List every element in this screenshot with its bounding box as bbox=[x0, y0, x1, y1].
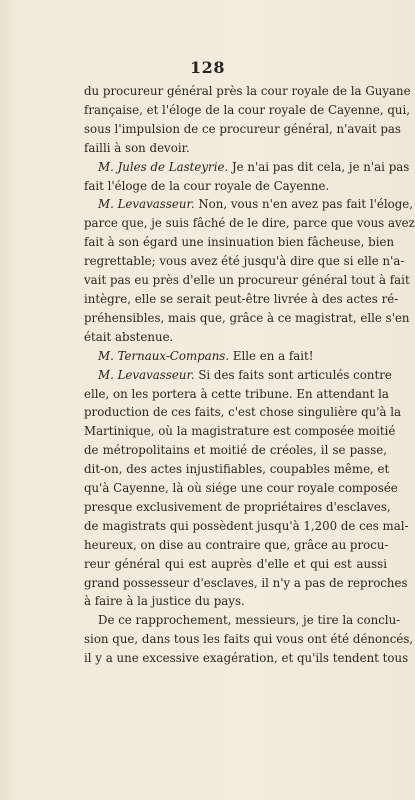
line-text: fait l'éloge de la cour royale de Cayenne. bbox=[84, 178, 330, 193]
page-number: 128 bbox=[190, 58, 225, 77]
text-line bbox=[84, 460, 390, 479]
line-text: regrettable; vous avez été jusqu'à dire que si elle n'a- bbox=[84, 254, 405, 269]
line-text: failli à son devoir. bbox=[84, 140, 190, 155]
line-text: Non, vous n'en avez pas fait l'éloge, bbox=[194, 197, 414, 212]
text-line bbox=[84, 177, 387, 196]
text-line bbox=[84, 555, 387, 574]
speaker-name: M. Jules de Lasteyrie. bbox=[98, 159, 229, 174]
line-text: qu'à Cayenne, là où siége une cour royale composée bbox=[84, 481, 398, 496]
line-text: française, et l'éloge de la cour royale de Cayenne, qui, bbox=[84, 102, 411, 117]
line-text: production de ces faits, c'est chose singulière qu'à la bbox=[84, 405, 402, 420]
speaker-name: M. Levavasseur. bbox=[98, 367, 195, 382]
text-line bbox=[84, 649, 409, 668]
line-text: du procureur général près la cour royale de la Guyane bbox=[84, 84, 411, 98]
line-text: à faire à la justice du pays. bbox=[84, 594, 245, 609]
text-line bbox=[84, 252, 405, 271]
text-line bbox=[84, 139, 387, 158]
line-text: reur général qui est auprès d'elle et qui est aussi bbox=[84, 556, 387, 571]
line-text: de magistrats qui possèdent jusqu'à 1,200 de ces mal- bbox=[84, 518, 409, 533]
text-line bbox=[84, 347, 387, 366]
text-line bbox=[84, 158, 410, 177]
line-text: parce que, je suis fâché de le dire, parce que vous avez bbox=[84, 216, 415, 231]
text-line bbox=[84, 233, 395, 252]
line-text: préhensibles, mais que, grâce à ce magistrat, elle s'en bbox=[84, 310, 410, 325]
text-line bbox=[84, 611, 401, 630]
text-line bbox=[84, 82, 411, 101]
line-text: presque exclusivement de propriétaires d'esclaves, bbox=[84, 499, 391, 514]
text-line bbox=[84, 517, 409, 536]
line-text: dit-on, des actes injustifiables, coupables même, et bbox=[84, 462, 390, 477]
line-text: vait pas eu près d'elle un procureur général tout à fait bbox=[84, 273, 410, 288]
text-line bbox=[84, 630, 414, 649]
text-line bbox=[84, 366, 392, 385]
text-line bbox=[84, 290, 399, 309]
line-text: Si des faits sont articulés contre bbox=[194, 367, 392, 382]
line-text: grand possesseur d'esclaves, il n'y a pas de reproches bbox=[84, 575, 408, 590]
line-text: sous l'impulsion de ce procureur général, n'avait pas bbox=[84, 121, 401, 136]
text-line bbox=[84, 403, 402, 422]
line-text: elle, on les portera à cette tribune. En attendant la bbox=[84, 386, 389, 401]
line-text: Elle en a fait! bbox=[229, 348, 314, 363]
line-text: sion que, dans tous les faits qui vous ont été dénoncés, bbox=[84, 632, 414, 647]
line-text: de métropolitains et moitié de créoles, il se passe, bbox=[84, 443, 387, 458]
line-text: Martinique, où la magistrature est composée moitié bbox=[84, 424, 396, 439]
line-text: il y a une excessive exagération, et qu'ils tendent tous bbox=[84, 651, 409, 666]
text-line bbox=[84, 214, 415, 233]
text-line bbox=[84, 479, 398, 498]
text-line bbox=[84, 498, 391, 517]
speaker-name: M. Levavasseur. bbox=[98, 197, 195, 212]
line-text: était abstenue. bbox=[84, 329, 174, 344]
text-line bbox=[84, 271, 410, 290]
text-line bbox=[84, 328, 387, 347]
line-text: De ce rapprochement, messieurs, je tire la conclu- bbox=[98, 613, 401, 628]
line-text: Je n'ai pas dit cela, je n'ai pas bbox=[228, 159, 410, 174]
text-line bbox=[84, 441, 387, 460]
line-text: fait à son égard une insinuation bien fâcheuse, bien bbox=[84, 235, 395, 250]
line-text: heureux, on dise au contraire que, grâce au procu- bbox=[84, 537, 389, 552]
text-line bbox=[84, 536, 387, 555]
text-line bbox=[84, 574, 408, 593]
text-line bbox=[84, 385, 387, 404]
text-line bbox=[84, 592, 387, 611]
text-line bbox=[84, 422, 396, 441]
text-line bbox=[84, 195, 414, 214]
text-line bbox=[84, 101, 411, 120]
speaker-name: M. Ternaux-Compans. bbox=[98, 348, 230, 363]
page-body-text bbox=[84, 82, 415, 668]
line-text: intègre, elle se serait peut-être livrée à des actes ré- bbox=[84, 291, 399, 306]
text-line bbox=[84, 309, 410, 328]
text-line bbox=[84, 120, 401, 139]
